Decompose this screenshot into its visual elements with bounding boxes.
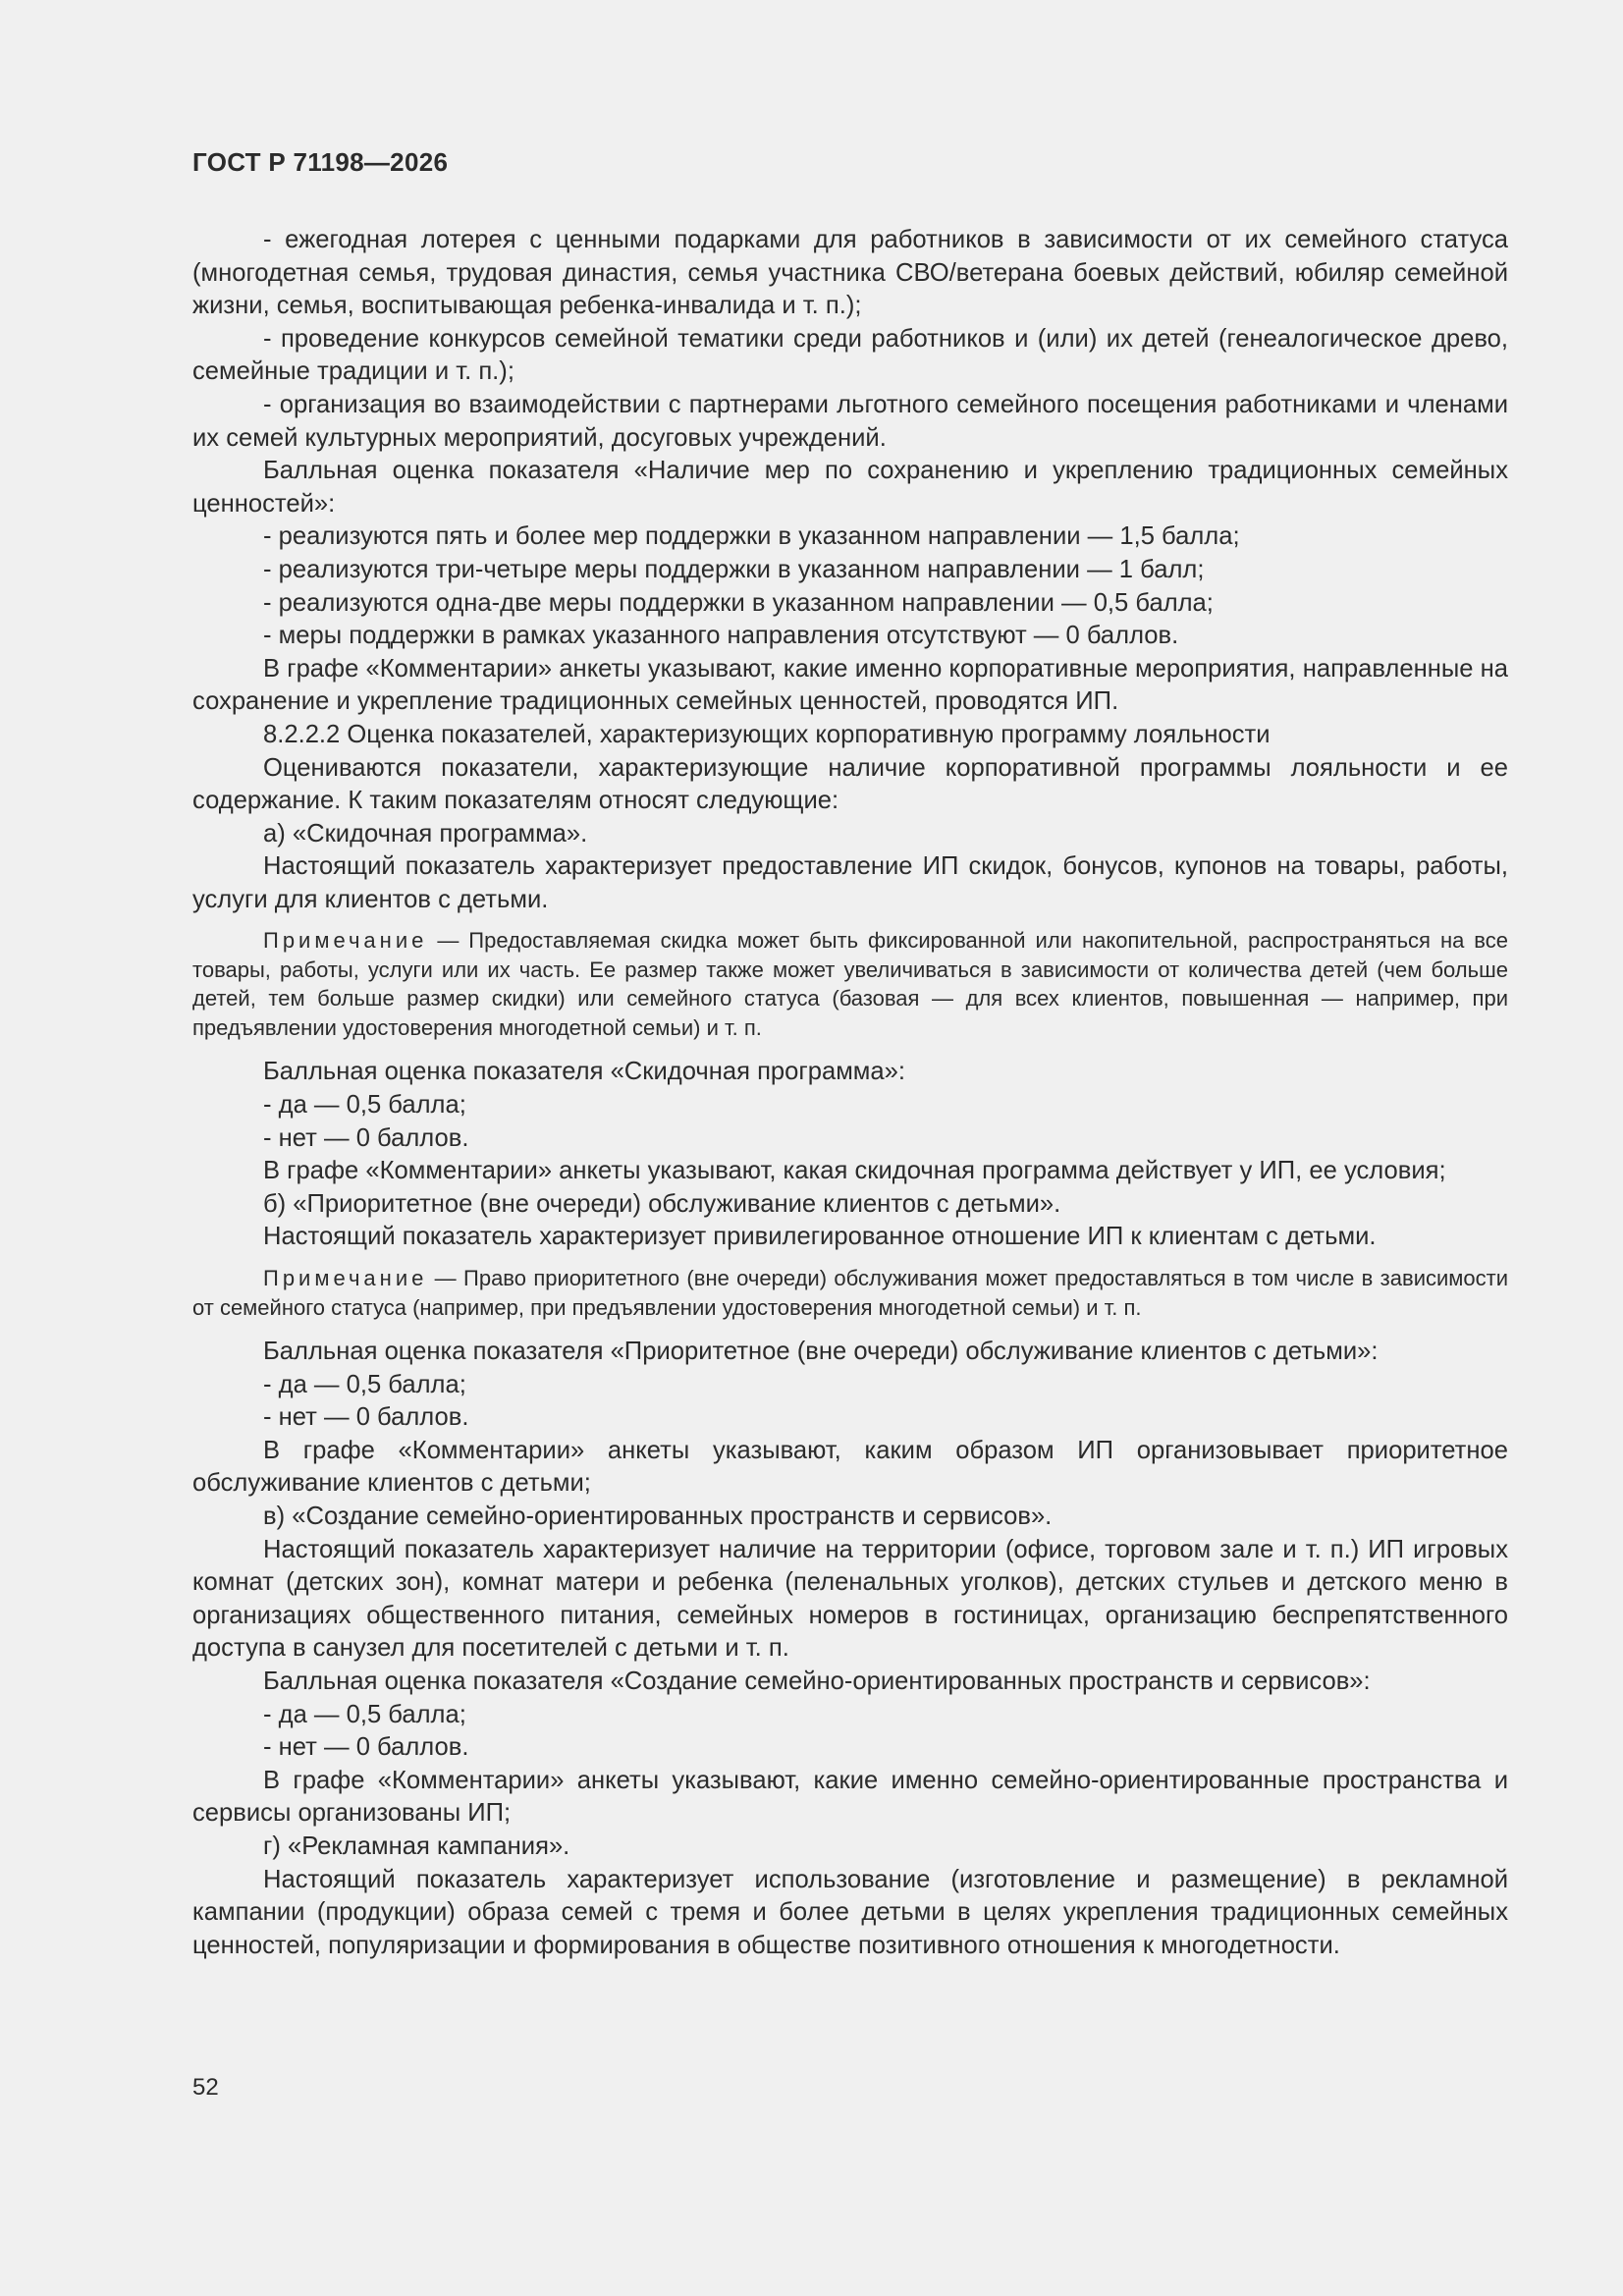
list-item: а) «Скидочная программа». xyxy=(263,819,588,847)
section-heading: 8.2.2.2 Оценка показателей, характеризующих корпоративную программу лояльности xyxy=(263,720,1271,748)
list-item: - реализуются три-четыре меры поддержки в указанном направлении — 1 балл; xyxy=(263,555,1205,583)
paragraph: В графе «Комментарии» анкеты указывают, какая скидочная программа действует у ИП, ее условия; xyxy=(263,1157,1446,1185)
note-label: Примечание xyxy=(263,1266,428,1291)
list-item: - реализуются одна-две меры поддержки в указанном направлении — 0,5 балла; xyxy=(263,588,1214,617)
note-text: — Право приоритетного (вне очереди) обслуживания может предоставляться в том числе в зависимости от семейного статуса (например, при предъявлении удостоверения многодетной семьи) и т. п. xyxy=(192,1266,1508,1320)
paragraph: Оцениваются показатели, характеризующие наличие корпоративной программы лояльности и ее содержание. К таким показателям относят следующие: xyxy=(192,753,1508,815)
list-item: - нет — 0 баллов. xyxy=(263,1123,469,1152)
document-body xyxy=(192,224,1508,1962)
note-text: — Предоставляемая скидка может быть фиксированной или накопительной, распространяться на все товары, работы, услуги или их часть. Ее размер также может увеличиваться в зависимости от количества детей (чем больше детей, тем больше размер скидки) или семейного статуса (базовая — для всех клиентов, повышенная — например, при предъявлении удостоверения многодетной семьи) и т. п. xyxy=(192,928,1508,1040)
list-item: - нет — 0 баллов. xyxy=(263,1733,469,1762)
paragraph: Балльная оценка показателя «Скидочная программа»: xyxy=(263,1058,905,1086)
list-item: - да — 0,5 балла; xyxy=(263,1700,466,1728)
paragraph: - организация во взаимодействии с партнерами льготного семейного посещения работниками и членами их семей культурных мероприятий, досуговых учреждений. xyxy=(192,390,1508,452)
list-item: г) «Рекламная кампания». xyxy=(263,1831,570,1860)
paragraph: В графе «Комментарии» анкеты указывают, какие именно корпоративные мероприятия, направленные на сохранение и укрепление традиционных семейных ценностей, проводятся ИП. xyxy=(192,654,1508,716)
paragraph: Настоящий показатель характеризует наличие на территории (офисе, торговом зале и т. п.) ИП игровых комнат (детских зон), комнат матери и ребенка (пеленальных уголков), детских стульев и детского меню в организациях общественного питания, семейных номеров в гостиницах, организацию беспрепятственного доступа в санузел для посетителей с детьми и т. п. xyxy=(192,1535,1508,1663)
page-number: 52 xyxy=(192,2074,219,2101)
list-item: - да — 0,5 балла; xyxy=(263,1091,466,1120)
paragraph: Настоящий показатель характеризует привилегированное отношение ИП к клиентам с детьми. xyxy=(263,1223,1377,1251)
list-item: в) «Создание семейно-ориентированных пространств и сервисов». xyxy=(263,1503,1053,1530)
paragraph: Настоящий показатель характеризует предоставление ИП скидок, бонусов, купонов на товары, работы, услуги для клиентов с детьми. xyxy=(192,852,1508,913)
note xyxy=(192,926,1508,1042)
paragraph: Балльная оценка показателя «Приоритетное (вне очереди) обслуживание клиентов с детьми»: xyxy=(263,1338,1379,1366)
paragraph: Настоящий показатель характеризует использование (изготовление и размещение) в рекламной кампании (продукции) образа семей с тремя и более детьми в целях укрепления традиционных семейных ценностей, популяризации и формирования в обществе позитивного отношения к многодетности. xyxy=(192,1865,1508,1959)
list-item: - реализуются пять и более мер поддержки в указанном направлении — 1,5 балла; xyxy=(263,522,1240,551)
note-label: Примечание xyxy=(263,928,428,954)
paragraph: - проведение конкурсов семейной тематики среди работников и (или) их детей (генеалогическое древо, семейные традиции и т. п.); xyxy=(192,324,1508,386)
list-item: б) «Приоритетное (вне очереди) обслуживание клиентов с детьми». xyxy=(263,1189,1061,1218)
paragraph: - ежегодная лотерея с ценными подарками для работников в зависимости от их семейного статуса (многодетная семья, трудовая династия, семья участника СВО/ветерана боевых действий, юбиляр семейной жизни, семья, воспитывающая ребенка-инвалида и т. п.); xyxy=(192,226,1508,320)
paragraph: Балльная оценка показателя «Создание семейно-ориентированных пространств и сервисов»: xyxy=(263,1667,1371,1695)
list-item: - нет — 0 баллов. xyxy=(263,1403,469,1432)
document-header: ГОСТ Р 71198—2026 xyxy=(192,147,449,177)
list-item: - да — 0,5 балла; xyxy=(263,1370,466,1398)
paragraph: В графе «Комментарии» анкеты указывают, какие именно семейно-ориентированные пространства и сервисы организованы ИП; xyxy=(192,1766,1508,1828)
paragraph: Балльная оценка показателя «Наличие мер по сохранению и укреплению традиционных семейных ценностей»: xyxy=(192,457,1508,518)
note xyxy=(192,1264,1508,1322)
paragraph: В графе «Комментарии» анкеты указывают, каким образом ИП организовывает приоритетное обслуживание клиентов с детьми; xyxy=(192,1436,1508,1498)
list-item: - меры поддержки в рамках указанного направления отсутствуют — 0 баллов. xyxy=(263,622,1179,650)
